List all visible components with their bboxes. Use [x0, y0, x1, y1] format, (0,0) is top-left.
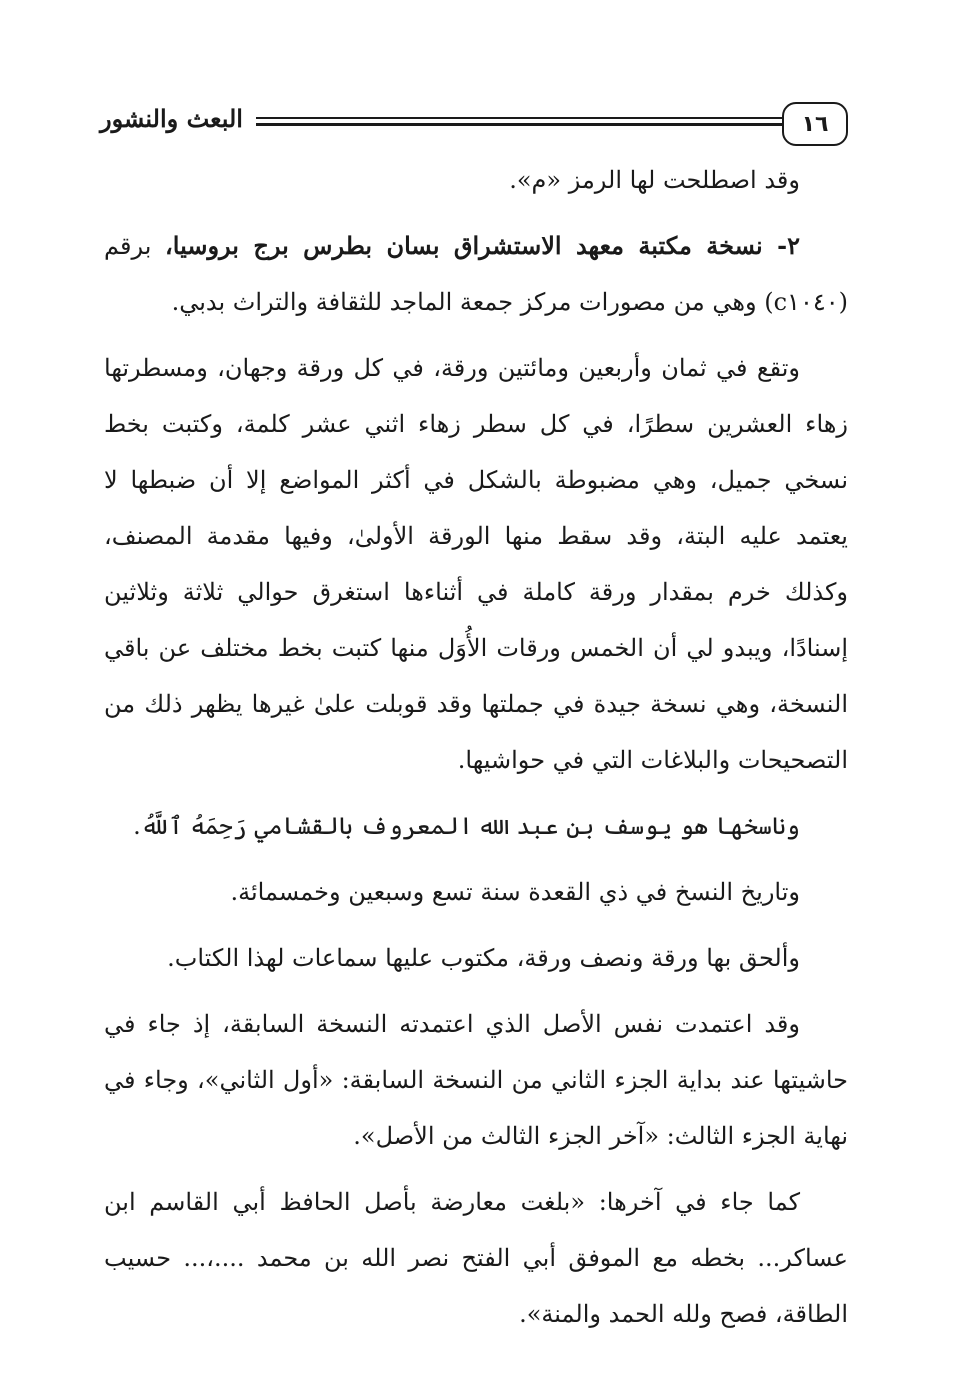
- header-rule: [256, 117, 784, 119]
- paragraph-5: وتاريخ النسخ في ذي القعدة سنة تسع وسبعين وخمسمائة.: [230, 878, 800, 906]
- paragraph-6: وألحق بها ورقة ونصف ورقة، مكتوب عليها سماعات لهذا الكتاب.: [167, 944, 800, 972]
- paragraph-4: وناسخها هو يوسف بن عبد الله المعروف بالقشامي رَحِمَهُ ٱللَّهُ.: [133, 812, 800, 840]
- paragraph-1: وقد اصطلحت لها الرمز «م».: [509, 166, 800, 194]
- running-title: البعث والنشور: [100, 104, 243, 133]
- paragraph-3: وتقع في ثمان وأربعين ومائتين ورقة، في كل ورقة وجهان، ومسطرتها زهاء العشرين سطرًا، في كل سطر زهاء اثني عشر كلمة، وكتبت بخط نسخي جميل، وهي مضبوطة بالشكل في أكثر المواضع إلا أن ضبطها لا يعتمد عليه البتة، وقد سقط منها الورقة الأولىٰ، وفيها مقدمة المصنف، وكذلك خرم بمقدار ورقة كاملة في أثناءها استغرق حوالي ثلاثة وثلاثين إسنادًا، ويبدو لي أن الخمس ورقات الأُوَل منها كتبت بخط مختلف عن باقي النسخة، وهي نسخة جيدة في جملتها وقد قوبلت علىٰ غيرها يظهر ذلك من التصحيحات والبلاغات التي في حواشيها.: [104, 354, 848, 774]
- header-rule-thick: [256, 123, 784, 126]
- paragraph-8: كما جاء في آخرها: «بلغت معارضة بأصل الحافظ أبي القاسم ابن عساكر... بخطه مع الموفق أبي الفتح نصر الله بن محمد ....،... حسيب الطاقة، فصح ولله الحمد والمنة».: [104, 1188, 848, 1328]
- page-body: [104, 152, 848, 1342]
- page-header: [100, 98, 848, 150]
- page-number: ١٦: [782, 102, 848, 146]
- manuscript-heading: ٢- نسخة مكتبة معهد الاستشراق بسان بطرس برج بروسيا،: [165, 231, 800, 260]
- paragraph-7: وقد اعتمدت نفس الأصل الذي اعتمدته النسخة السابقة، إذ جاء في حاشيتها عند بداية الجزء الثاني من النسخة السابقة: «أول الثاني»، وجاء في نهاية الجزء الثالث: «آخر الجزء الثالث من الأصل».: [104, 1010, 848, 1150]
- paragraph-2: [104, 218, 848, 330]
- paragraph-2-text: برقم (c١٠٤٠) وهي من مصورات مركز جمعة الماجد للثقافة والتراث بدبي.: [104, 232, 848, 316]
